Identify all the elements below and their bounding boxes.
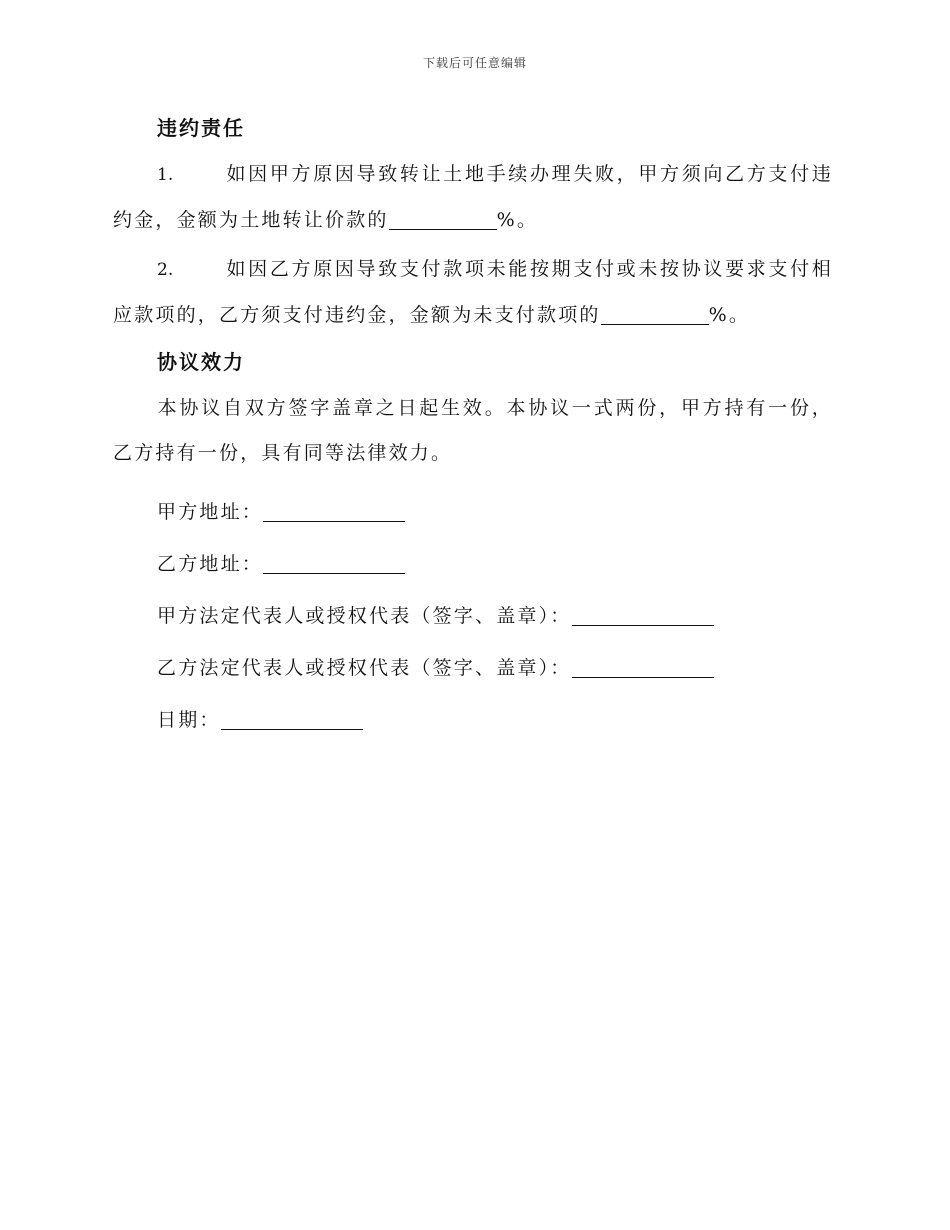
- field-label: 甲方法定代表人或授权代表（签字、盖章）：: [157, 605, 572, 627]
- field-label: 甲方地址：: [157, 501, 264, 523]
- party-b-signature-blank[interactable]: [572, 653, 714, 678]
- percent-blank-field[interactable]: [601, 300, 709, 325]
- header-note: 下载后可任意编辑: [422, 56, 527, 70]
- party-a-signature-blank[interactable]: [572, 601, 714, 626]
- date-blank[interactable]: [221, 705, 363, 730]
- clause-2: [113, 247, 833, 338]
- party-a-address-field: [113, 486, 833, 538]
- field-label: 乙方法定代表人或授权代表（签字、盖章）：: [157, 657, 572, 679]
- section-title-breach: 违约责任: [157, 116, 245, 140]
- party-a-representative-field: [113, 590, 833, 642]
- clause-number: 1.: [157, 165, 174, 185]
- clause-suffix: %。: [708, 304, 751, 326]
- field-label: 日期：: [157, 709, 221, 731]
- percent-blank-field[interactable]: [389, 205, 497, 230]
- effect-text: 本协议自双方签字盖章之日起生效。本协议一式两份，甲方持有一份，乙方持有一份，具有同等法律效力。: [113, 397, 833, 464]
- field-label: 乙方地址：: [157, 553, 264, 575]
- party-b-address-blank[interactable]: [263, 549, 405, 574]
- date-field: [113, 694, 833, 746]
- clause-suffix: %。: [496, 209, 539, 231]
- clause-number: 2.: [157, 260, 174, 280]
- section-title-effect: 协议效力: [157, 350, 245, 374]
- clause-1: [113, 152, 833, 243]
- party-b-representative-field: [113, 642, 833, 694]
- party-b-address-field: [113, 538, 833, 590]
- party-a-address-blank[interactable]: [263, 497, 405, 522]
- document-body: [113, 108, 833, 746]
- clause-text: 如因甲方原因导致转让土地手续办理失败，甲方须向乙方支付违约金，金额为土地转让价款的: [113, 163, 833, 231]
- effect-paragraph: [113, 386, 833, 476]
- clause-text: 如因乙方原因导致支付款项未能按期支付或未按协议要求支付相应款项的，乙方须支付违约金，金额为未支付款项的: [113, 258, 833, 326]
